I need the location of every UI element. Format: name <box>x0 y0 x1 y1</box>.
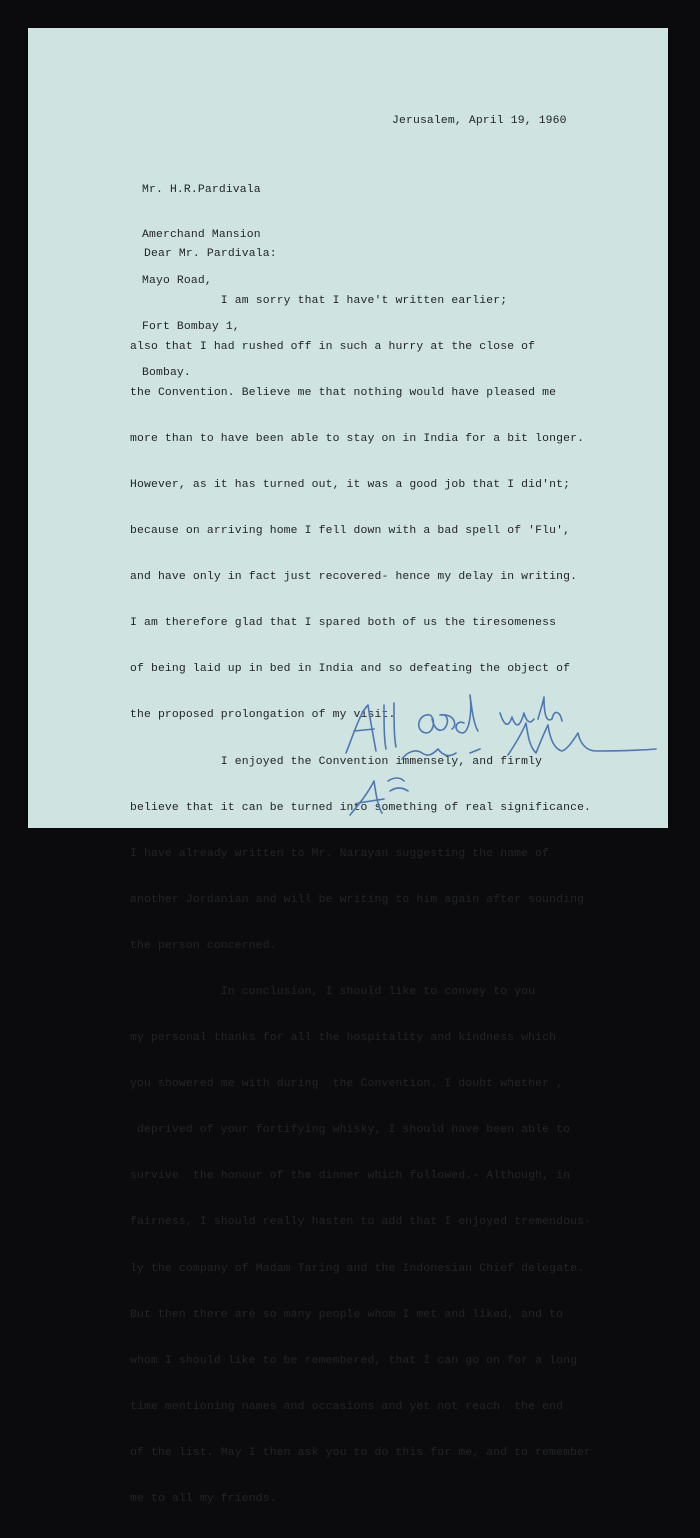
body-line: of the list. May I then ask you to do this for me, and to remember <box>130 1446 592 1459</box>
body-line: also that I had rushed off in such a hurry at the close of <box>130 340 536 353</box>
body-line: the person concerned. <box>130 939 277 952</box>
closing-scribble <box>384 703 396 749</box>
body-line: survive the honour of the dinner which followed.- Although, in <box>130 1170 571 1183</box>
body-line: because on arriving home I fell down with a bad spell of 'Flu', <box>130 525 571 538</box>
signature-scribble <box>470 749 480 753</box>
body-line: whom I should like to be remembered, that I can go on for a long <box>130 1354 578 1367</box>
signature-scribble <box>350 781 384 815</box>
body-line: the proposed prolongation of my visit. <box>130 709 396 722</box>
body-line: In conclusion, I should like to convey to you <box>130 986 536 998</box>
closing-scribble <box>500 697 562 725</box>
body-line: ly the company of Madam Taring and the Indonesian Chief delegate. <box>130 1262 585 1275</box>
body-line: and have only in fact just recovered- hence my delay in writing. <box>130 571 578 584</box>
handwritten-signature <box>340 653 660 828</box>
body-line: I am sorry that I have't written earlier; <box>130 294 508 307</box>
body-line: more than to have been able to stay on in India for a bit longer. <box>130 432 585 445</box>
body-line: deprived of your fortifying whisky, I should have been able to <box>130 1124 571 1137</box>
body-line: I have already written to Mr. Narayan suggesting the name of <box>130 847 550 860</box>
letter-body <box>130 263 591 1538</box>
body-line: the Convention. Believe me that nothing would have pleased me <box>130 386 557 399</box>
body-line: But then there are so many people whom I met and liked, and to <box>130 1308 564 1321</box>
body-line: I am therefore glad that I spared both of us the tiresomeness <box>130 617 557 630</box>
letter-sheet <box>28 28 668 1506</box>
body-line: believe that it can be turned into something of real significance. <box>130 801 592 814</box>
body-line: time mentioning names and occasions and yet not reach the end <box>130 1400 564 1413</box>
signature-drawing <box>340 653 660 828</box>
body-line: another Jordanian and will be writing to him again after sounding <box>130 893 585 906</box>
body-line: you showered me with during the Convention. I doubt whether , <box>130 1078 564 1091</box>
salutation: Dear Mr. Pardivala: <box>144 248 277 260</box>
date-line: Jerusalem, April 19, 1960 <box>392 115 567 127</box>
signature-scribble <box>388 778 408 791</box>
body-line: However, as it has turned out, it was a good job that I did'nt; <box>130 478 571 491</box>
body-line: of being laid up in bed in India and so defeating the object of <box>130 663 571 676</box>
body-line: me to all my friends. <box>130 1493 277 1506</box>
recipient-line: Bombay. <box>142 367 191 380</box>
closing-scribble <box>346 705 376 753</box>
recipient-line: Mr. H.R.Pardivala <box>142 183 261 196</box>
recipient-line: Fort Bombay 1, <box>142 321 240 334</box>
signature-scribble <box>402 749 456 759</box>
closing-scribble <box>419 695 478 733</box>
body-line: my personal thanks for all the hospitality and kindness which <box>130 1032 557 1045</box>
signature-scribble <box>508 723 656 755</box>
body-line: fairness, I should really hasten to add that I enjoyed tremendous- <box>130 1216 592 1229</box>
recipient-line: Amerchand Mansion <box>142 229 261 242</box>
recipient-line: Mayo Road, <box>142 275 212 288</box>
body-line: I enjoyed the Convention immensely, and firmly <box>130 755 543 768</box>
